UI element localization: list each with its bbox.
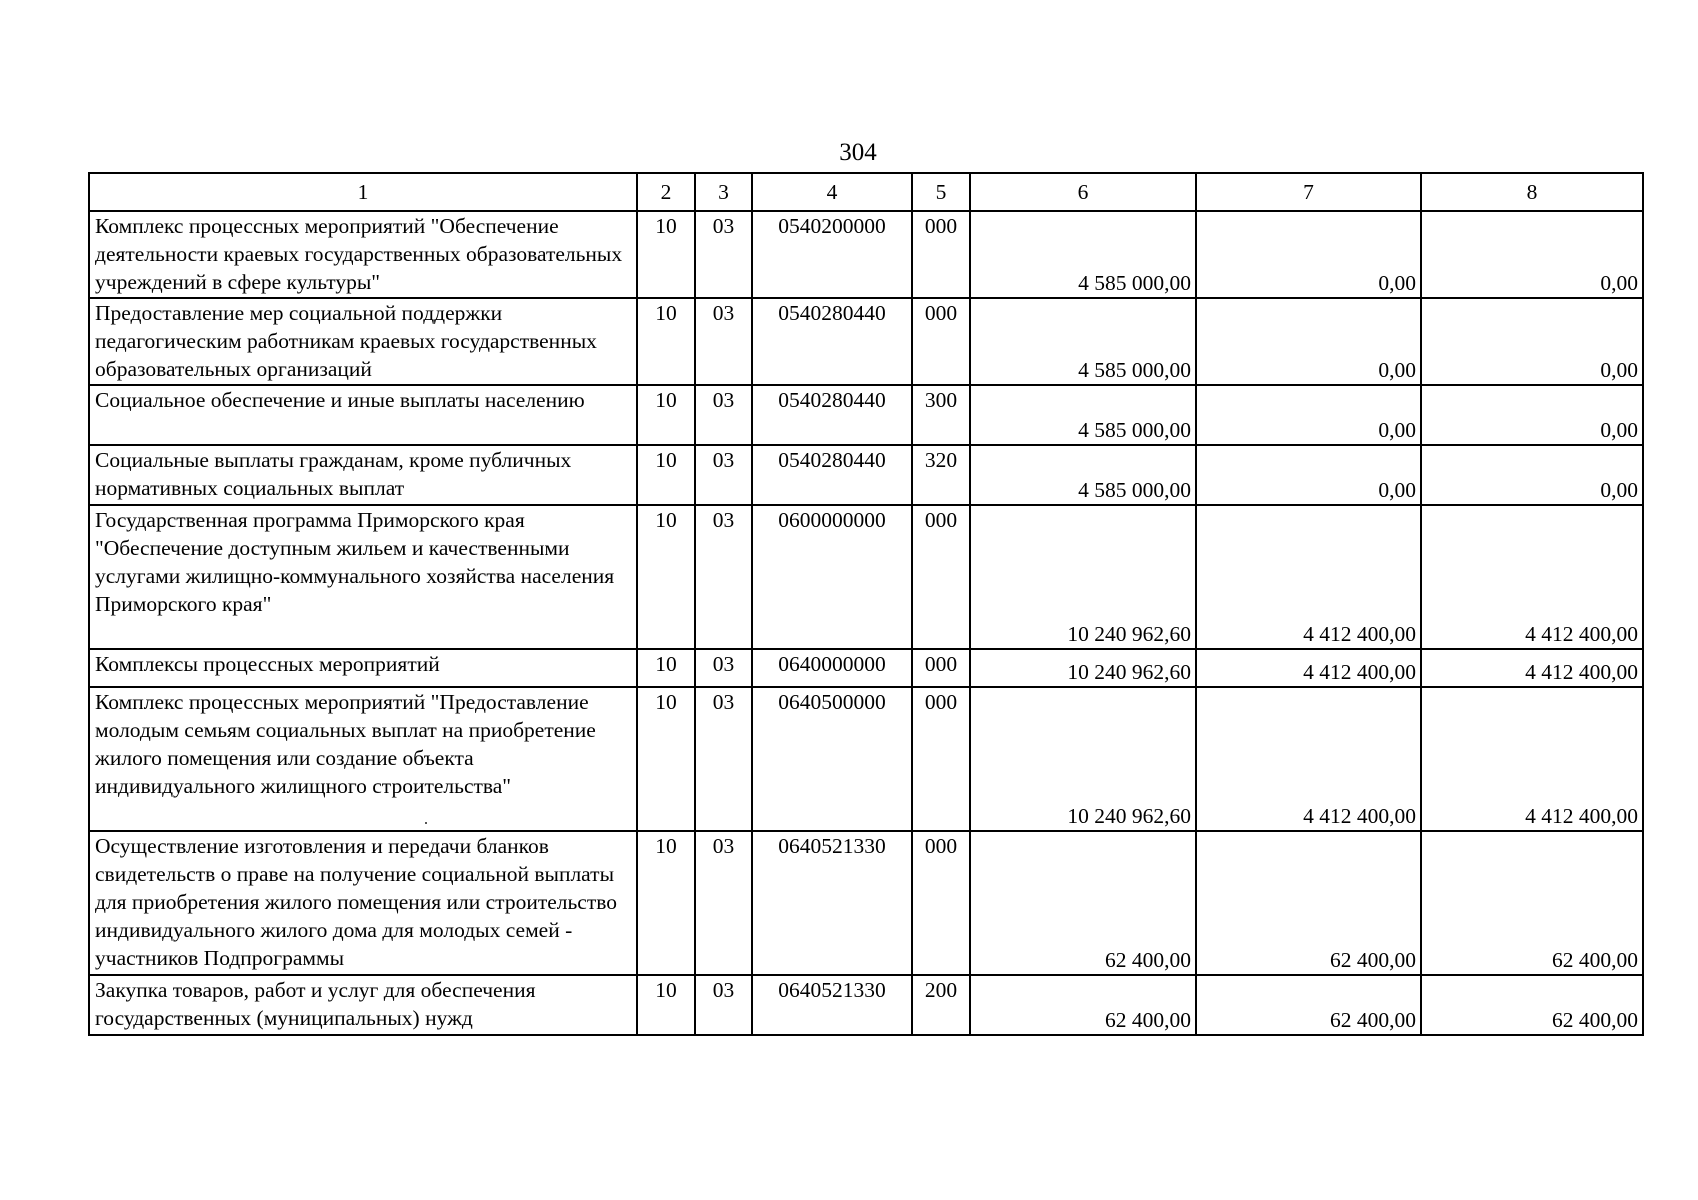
row-target-code: 0600000000 xyxy=(752,505,912,649)
row-amount-col8: 62 400,00 xyxy=(1421,831,1643,975)
row-name: Комплекс процессных мероприятий "Предоставление молодым семьям социальных выплат на приобретение жилого помещения или создание объекта индивидуального жилищного строительства" xyxy=(89,687,637,831)
row-subsection: 03 xyxy=(695,211,752,298)
row-amount-col7: 0,00 xyxy=(1196,445,1421,505)
table-row xyxy=(89,298,1643,385)
row-expense-type: 000 xyxy=(912,211,970,298)
row-section: 10 xyxy=(637,505,695,649)
column-header-7: 7 xyxy=(1196,173,1421,211)
row-target-code: 0540280440 xyxy=(752,445,912,505)
table-row xyxy=(89,505,1643,649)
row-amount-col8: 4 412 400,00 xyxy=(1421,505,1643,649)
row-amount-col6: 10 240 962,60 xyxy=(970,505,1196,649)
row-section: 10 xyxy=(637,687,695,831)
row-amount-col6: 4 585 000,00 xyxy=(970,445,1196,505)
row-subsection: 03 xyxy=(695,975,752,1035)
column-header-1: 1 xyxy=(89,173,637,211)
row-amount-col7: 4 412 400,00 xyxy=(1196,505,1421,649)
row-expense-type: 000 xyxy=(912,831,970,975)
row-target-code: 0640521330 xyxy=(752,831,912,975)
row-subsection: 03 xyxy=(695,687,752,831)
row-name: Предоставление мер социальной поддержки педагогическим работникам краевых государственных образовательных организаций xyxy=(89,298,637,385)
page-number: 304 xyxy=(839,139,877,166)
budget-table xyxy=(88,172,1644,1036)
row-subsection: 03 xyxy=(695,298,752,385)
row-expense-type: 000 xyxy=(912,505,970,649)
row-section: 10 xyxy=(637,649,695,687)
column-header-5: 5 xyxy=(912,173,970,211)
row-amount-col6: 62 400,00 xyxy=(970,975,1196,1035)
row-section: 10 xyxy=(637,975,695,1035)
table-row xyxy=(89,211,1643,298)
row-section: 10 xyxy=(637,211,695,298)
row-name: Комплексы процессных мероприятий xyxy=(89,649,637,687)
table-row xyxy=(89,649,1643,687)
row-amount-col8: 0,00 xyxy=(1421,211,1643,298)
row-name: Социальные выплаты гражданам, кроме публичных нормативных социальных выплат xyxy=(89,445,637,505)
row-subsection: 03 xyxy=(695,649,752,687)
table-row xyxy=(89,687,1643,831)
column-header-2: 2 xyxy=(637,173,695,211)
row-amount-col8: 0,00 xyxy=(1421,385,1643,445)
row-expense-type: 000 xyxy=(912,298,970,385)
row-amount-col7: 4 412 400,00 xyxy=(1196,649,1421,687)
row-amount-col8: 0,00 xyxy=(1421,298,1643,385)
row-name: Социальное обеспечение и иные выплаты населению xyxy=(89,385,637,445)
row-name: Государственная программа Приморского края "Обеспечение доступным жильем и качественными услугами жилищно-коммунального хозяйства населения Приморского края" xyxy=(89,505,637,649)
row-expense-type: 000 xyxy=(912,687,970,831)
row-name: Осуществление изготовления и передачи бланков свидетельств о праве на получение социальной выплаты для приобретения жилого помещения или строительство индивидуального жилого дома для молодых семей - участников Подпрограммы xyxy=(89,831,637,975)
row-target-code: 0540200000 xyxy=(752,211,912,298)
row-amount-col8: 4 412 400,00 xyxy=(1421,687,1643,831)
column-header-8: 8 xyxy=(1421,173,1643,211)
row-amount-col7: 4 412 400,00 xyxy=(1196,687,1421,831)
row-subsection: 03 xyxy=(695,385,752,445)
scan-speck xyxy=(425,822,427,824)
row-expense-type: 320 xyxy=(912,445,970,505)
column-header-4: 4 xyxy=(752,173,912,211)
row-expense-type: 300 xyxy=(912,385,970,445)
row-subsection: 03 xyxy=(695,831,752,975)
column-header-3: 3 xyxy=(695,173,752,211)
row-target-code: 0640000000 xyxy=(752,649,912,687)
row-amount-col7: 0,00 xyxy=(1196,385,1421,445)
row-amount-col6: 4 585 000,00 xyxy=(970,385,1196,445)
row-name: Комплекс процессных мероприятий "Обеспечение деятельности краевых государственных образовательных учреждений в сфере культуры" xyxy=(89,211,637,298)
row-target-code: 0640500000 xyxy=(752,687,912,831)
row-amount-col8: 62 400,00 xyxy=(1421,975,1643,1035)
row-section: 10 xyxy=(637,298,695,385)
row-amount-col7: 0,00 xyxy=(1196,211,1421,298)
row-target-code: 0640521330 xyxy=(752,975,912,1035)
row-target-code: 0540280440 xyxy=(752,385,912,445)
table-header-row xyxy=(89,173,1643,211)
row-expense-type: 000 xyxy=(912,649,970,687)
row-subsection: 03 xyxy=(695,505,752,649)
row-amount-col6: 62 400,00 xyxy=(970,831,1196,975)
row-section: 10 xyxy=(637,385,695,445)
row-name: Закупка товаров, работ и услуг для обеспечения государственных (муниципальных) нужд xyxy=(89,975,637,1035)
table-row xyxy=(89,831,1643,975)
row-amount-col6: 10 240 962,60 xyxy=(970,649,1196,687)
row-target-code: 0540280440 xyxy=(752,298,912,385)
row-amount-col6: 4 585 000,00 xyxy=(970,298,1196,385)
row-section: 10 xyxy=(637,831,695,975)
row-amount-col8: 4 412 400,00 xyxy=(1421,649,1643,687)
row-amount-col8: 0,00 xyxy=(1421,445,1643,505)
row-amount-col7: 0,00 xyxy=(1196,298,1421,385)
row-amount-col7: 62 400,00 xyxy=(1196,831,1421,975)
row-amount-col6: 10 240 962,60 xyxy=(970,687,1196,831)
row-amount-col6: 4 585 000,00 xyxy=(970,211,1196,298)
column-header-6: 6 xyxy=(970,173,1196,211)
row-section: 10 xyxy=(637,445,695,505)
row-expense-type: 200 xyxy=(912,975,970,1035)
row-amount-col7: 62 400,00 xyxy=(1196,975,1421,1035)
table-row xyxy=(89,975,1643,1035)
table-row xyxy=(89,445,1643,505)
table-row xyxy=(89,385,1643,445)
row-subsection: 03 xyxy=(695,445,752,505)
